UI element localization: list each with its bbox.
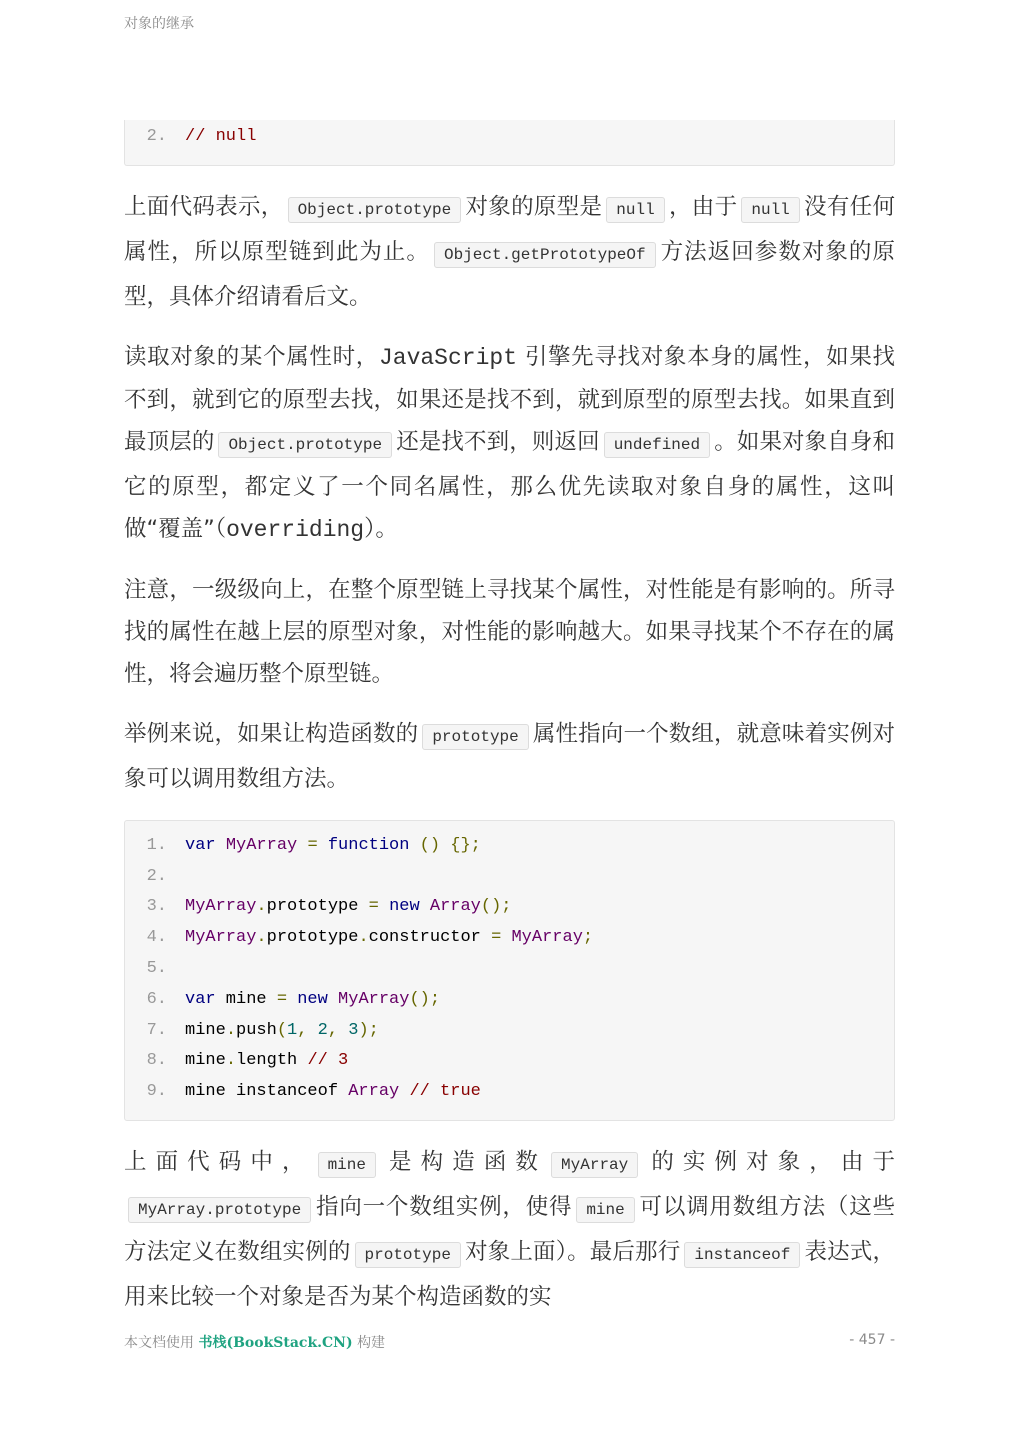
code-line — [125, 1077, 894, 1108]
text: 的实例对象，由于 — [642, 1148, 895, 1175]
code-token: new — [297, 989, 328, 1009]
code-token: prototype — [266, 897, 359, 917]
line-number: 6. — [146, 989, 167, 1009]
code-token: . — [358, 928, 369, 948]
code-token: var — [185, 989, 216, 1009]
paragraph-4 — [124, 713, 895, 800]
code-token — [501, 928, 511, 947]
line-number: 2. — [146, 866, 167, 886]
code-token — [420, 897, 430, 916]
inline-code: null — [606, 197, 664, 223]
text: 上面代码表示， — [124, 193, 284, 220]
line-number: 5. — [146, 958, 167, 978]
code-token — [379, 897, 389, 916]
code-token: mine — [185, 1020, 226, 1040]
line-number: 2. — [146, 127, 167, 146]
inline-code: undefined — [604, 432, 710, 458]
code-token: , — [327, 1020, 339, 1040]
code-token: = — [276, 989, 288, 1009]
code-line — [125, 892, 894, 923]
code-line — [125, 923, 894, 954]
code-token: ); — [358, 1020, 379, 1040]
text: 上面代码中， — [124, 1148, 314, 1175]
code-token: = — [307, 835, 318, 855]
text: ）。 — [364, 515, 398, 542]
code-block — [124, 820, 895, 1121]
line-number: 7. — [146, 1020, 167, 1040]
text: 表达式，用来比较一个对象是否为某个构造函数的实 — [124, 1238, 895, 1310]
code-token: MyArray — [511, 928, 583, 948]
text: 对象的原型是 — [465, 193, 603, 220]
page-content — [124, 120, 895, 1318]
text: 没有任何属性，所以原型链到此为止。 — [124, 193, 895, 265]
paragraph-2 — [124, 336, 895, 551]
text: 对象上面）。最后那行 — [464, 1238, 681, 1265]
code-token — [318, 836, 328, 855]
code-token: (); — [480, 897, 512, 917]
inline-code: prototype — [422, 724, 528, 750]
code-token — [307, 1021, 317, 1040]
code-line — [125, 1016, 894, 1047]
text: 。如果对象自身和它的原型，都定义了一个同名属性，那么优先读取对象自身的属性，这叫做“覆盖”（ — [124, 428, 895, 542]
code-token: = — [368, 897, 379, 917]
code-token: push — [236, 1020, 277, 1040]
code-token — [297, 1051, 307, 1070]
paragraph-3: 注意，一级级向上，在整个原型链上寻找某个属性，对性能是有影响的。所寻找的属性在越上层的原型对象，对性能的影响越大。如果寻找某个不存在的属性，将会遍历整个原型链。 — [124, 576, 895, 687]
running-header: 对象的继承 — [124, 16, 194, 32]
code-token: 1 — [287, 1020, 298, 1040]
code-token — [481, 928, 491, 947]
inline-code: prototype — [355, 1242, 461, 1268]
code-token: . — [256, 928, 267, 948]
footer-prefix: 本文档使用 — [124, 1335, 194, 1351]
code-token: prototype — [266, 928, 359, 948]
code-token: // 3 — [307, 1051, 349, 1071]
text: 读取对象的某个属性时， — [124, 343, 379, 370]
code-token: // true — [409, 1082, 481, 1102]
code-line — [125, 862, 894, 893]
line-number: 9. — [146, 1082, 167, 1102]
code-token: Array — [348, 1082, 400, 1102]
code-token — [287, 990, 297, 1009]
code-token — [216, 836, 226, 855]
code-token: MyArray — [185, 928, 257, 948]
text: 可以调用数组方法（这些方法定义在数组实例的 — [124, 1193, 895, 1265]
code-token: . — [256, 897, 267, 917]
code-token: . — [225, 1020, 237, 1040]
inline-code: instanceof — [684, 1242, 800, 1268]
inline-code: null — [741, 197, 799, 223]
code-token — [358, 897, 368, 916]
paragraph-1 — [124, 186, 895, 318]
page-footer — [124, 1332, 895, 1352]
code-token — [338, 1021, 348, 1040]
code-token — [409, 836, 419, 855]
mono-text: JavaScript — [378, 344, 517, 371]
code-token: mine instanceof — [185, 1082, 349, 1102]
code-token: new — [389, 897, 420, 917]
text: 举例来说，如果让构造函数的 — [124, 720, 419, 747]
code-line — [125, 954, 894, 985]
text: 还是找不到，则返回 — [396, 428, 600, 455]
text: 方法返回参数对象的原型，具体介绍请看后文。 — [124, 238, 895, 310]
code-token: var — [185, 835, 216, 855]
code-token — [399, 1082, 409, 1101]
brand-link[interactable]: 书栈(BookStack.CN) — [198, 1335, 353, 1351]
code-token: MyArray — [338, 989, 410, 1009]
line-number: 1. — [146, 835, 167, 855]
footer-suffix: 构建 — [357, 1335, 386, 1351]
inline-code: MyArray — [551, 1152, 638, 1178]
code-line — [125, 122, 894, 153]
inline-code: Object.getPrototypeOf — [434, 242, 656, 268]
code-token: Array — [429, 897, 481, 917]
code-token: 3 — [348, 1020, 359, 1040]
inline-code: MyArray.prototype — [128, 1197, 311, 1223]
code-token: () — [419, 835, 441, 855]
code-token: ( — [276, 1020, 288, 1040]
paragraph-5 — [124, 1141, 895, 1318]
page-number: - 457 - — [849, 1332, 895, 1348]
inline-code: mine — [576, 1197, 634, 1223]
code-token: // null — [185, 127, 257, 146]
code-token — [297, 836, 307, 855]
code-token: function — [327, 835, 410, 855]
inline-code: Object.prototype — [218, 432, 392, 458]
code-token: = — [491, 928, 502, 948]
code-token: mine — [185, 1051, 226, 1071]
code-token: {}; — [450, 835, 481, 855]
code-token: . — [225, 1051, 237, 1071]
line-number: 3. — [146, 897, 167, 917]
code-token — [328, 990, 338, 1009]
inline-code: mine — [318, 1152, 376, 1178]
code-token: length — [236, 1051, 298, 1071]
code-token: , — [297, 1020, 308, 1040]
code-line — [125, 985, 894, 1016]
code-line — [125, 831, 894, 862]
code-line — [125, 1046, 894, 1077]
code-token: ; — [582, 928, 594, 948]
text: ，由于 — [668, 193, 738, 220]
code-token — [440, 836, 450, 855]
code-token: constructor — [368, 928, 481, 948]
mono-text: overriding — [226, 516, 365, 543]
code-token: 2 — [317, 1020, 328, 1040]
code-token: (); — [409, 989, 441, 1009]
code-token: MyArray — [225, 835, 298, 855]
text: 指向一个数组实例，使得 — [315, 1193, 573, 1220]
code-token: mine — [215, 989, 277, 1009]
text: 引擎先寻找对象本身的属性，如果找不到，就到它的原型去找，如果还是找不到，就到原型的原型去找。如果直到最顶层的 — [124, 343, 895, 455]
inline-code: Object.prototype — [288, 197, 462, 223]
line-number: 4. — [146, 928, 167, 948]
code-block-continued — [124, 120, 895, 166]
code-token: MyArray — [185, 897, 257, 917]
text: 是构造函数 — [379, 1148, 548, 1175]
text: 属性指向一个数组，就意味着实例对象可以调用数组方法。 — [124, 720, 895, 792]
line-number: 8. — [146, 1051, 167, 1071]
